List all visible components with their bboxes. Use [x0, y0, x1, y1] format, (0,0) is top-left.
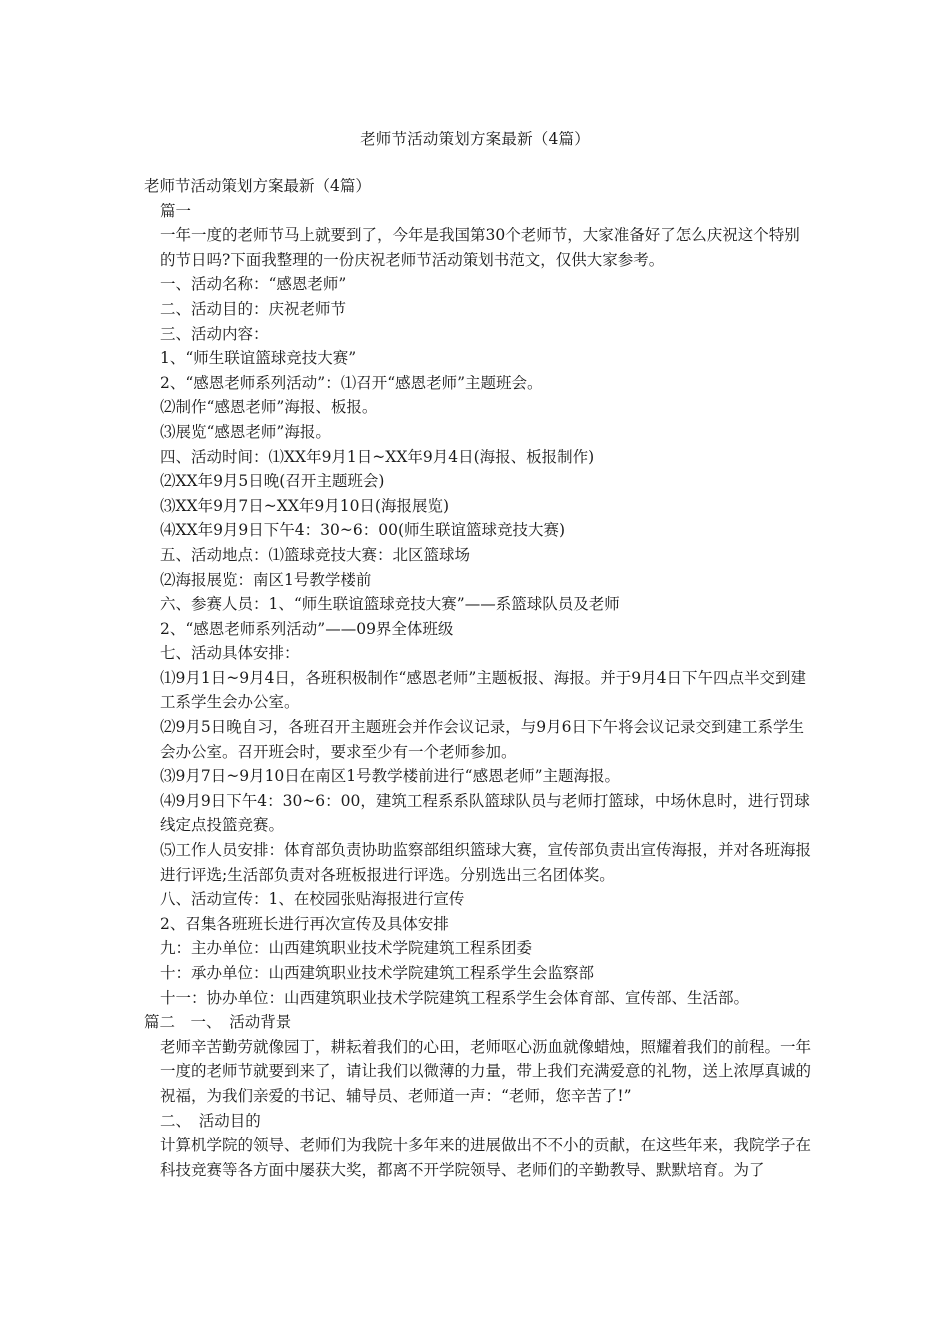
- paragraph-line: 七、活动具体安排：: [160, 644, 300, 663]
- paragraph-line: 2、“感恩老师系列活动”：⑴召开“感恩老师”主题班会。: [160, 373, 543, 392]
- paragraph-background: 老师辛苦勤劳就像园丁，耕耘着我们的心田，老师呕心沥血就像蜡烛，照耀着我们的前程。一年一度的老师节就要到来了，请让我们以微薄的力量，带上我们充满爱意的礼物，送上浓厚真诚的祝福，为我们亲爱的书记、辅导员、老师道一声：“老师，您辛苦了!”: [160, 1037, 812, 1105]
- body-heading: 老师节活动策划方案最新（4篇）: [144, 177, 371, 195]
- paragraph-line: 六、参赛人员：1、“师生联谊篮球竞技大赛”——系篮球队员及老师: [160, 595, 620, 614]
- paragraph-line: 1、“师生联谊篮球竞技大赛”: [160, 349, 357, 368]
- paragraph-line: ⑶XX年9月7日~XX年9月10日(海报展览): [160, 496, 450, 515]
- paragraph-line: ⑴9月1日~9月4日，各班积极制作“感恩老师”主题板报、海报。并于9月4日下午四点半交到建工系学生会办公室。: [160, 668, 807, 712]
- paragraph-line: 一、活动名称：“感恩老师”: [160, 275, 347, 294]
- paragraph-line: 2、“感恩老师系列活动”——09界全体班级: [160, 619, 454, 638]
- paragraph-line: 二、 活动目的: [160, 1111, 261, 1130]
- paragraph-line: 二、活动目的：庆祝老师节: [160, 299, 347, 318]
- paragraph-line: 八、活动宣传：1、在校园张贴海报进行宣传: [160, 890, 465, 909]
- paragraph-line: ⑶展览“感恩老师”海报。: [160, 422, 331, 441]
- section-label-part-one: 篇一: [160, 201, 192, 220]
- paragraph-line: 十：承办单位：山西建筑职业技术学院建筑工程系学生会监察部: [160, 964, 595, 982]
- paragraph-line: ⑵9月5日晚自习，各班召开主题班会并作会议记录，与9月6日下午将会议记录交到建工系学生会办公室。召开班会时，要求至少有一个老师参加。: [160, 718, 804, 761]
- paragraph-line: ⑸工作人员安排：体育部负责协助监察部组织篮球大赛，宣传部负责出宣传海报，并对各班海报进行评选;生活部负责对各班板报进行评选。分别选出三名团体奖。: [160, 841, 812, 884]
- paragraph-line: 五、活动地点：⑴篮球竞技大赛：北区篮球场: [160, 545, 471, 564]
- paragraph-line: ⑷XX年9月9日下午4：30~6：00(师生联谊篮球竞技大赛): [160, 521, 566, 540]
- document-body: [144, 174, 812, 1182]
- paragraph-line: ⑵制作“感恩老师”海报、板报。: [160, 398, 378, 417]
- section-label-part-two: 篇二 一、 活动背景: [144, 1013, 292, 1032]
- paragraph-intro: 一年一度的老师节马上就要到了，今年是我国第30个老师节，大家准备好了怎么庆祝这个特别的节日吗?下面我整理的一份庆祝老师节活动策划书范文，仅供大家参考。: [160, 226, 800, 269]
- paragraph-line: 九：主办单位：山西建筑职业技术学院建筑工程系团委: [160, 939, 533, 958]
- paragraph-line: 2、召集各班班长进行再次宣传及具体安排: [160, 914, 449, 933]
- paragraph-purpose: 计算机学院的领导、老师们为我院十多年来的进展做出不不小的贡献，在这些年来，我院学子在科技竞赛等各方面中屡获大奖，都离不开学院领导、老师们的辛勤教导、默默培育。为了: [160, 1136, 812, 1179]
- paragraph-line: ⑷9月9日下午4：30~6：00，建筑工程系系队篮球队员与老师打篮球，中场休息时，进行罚球线定点投篮竞赛。: [160, 791, 810, 835]
- paragraph-line: ⑶9月7日~9月10日在南区1号教学楼前进行“感恩老师”主题海报。: [160, 767, 621, 786]
- paragraph-line: ⑵海报展览：南区1号教学楼前: [160, 570, 372, 589]
- paragraph-line: ⑵XX年9月5日晚(召开主题班会): [160, 472, 385, 491]
- document-title: 老师节活动策划方案最新（4篇）: [360, 130, 590, 148]
- paragraph-line: 四、活动时间：⑴XX年9月1日~XX年9月4日(海报、板报制作): [160, 447, 595, 466]
- paragraph-line: 三、活动内容：: [160, 324, 269, 343]
- paragraph-line: 十一：协办单位：山西建筑职业技术学院建筑工程系学生会体育部、宣传部、生活部。: [160, 988, 750, 1007]
